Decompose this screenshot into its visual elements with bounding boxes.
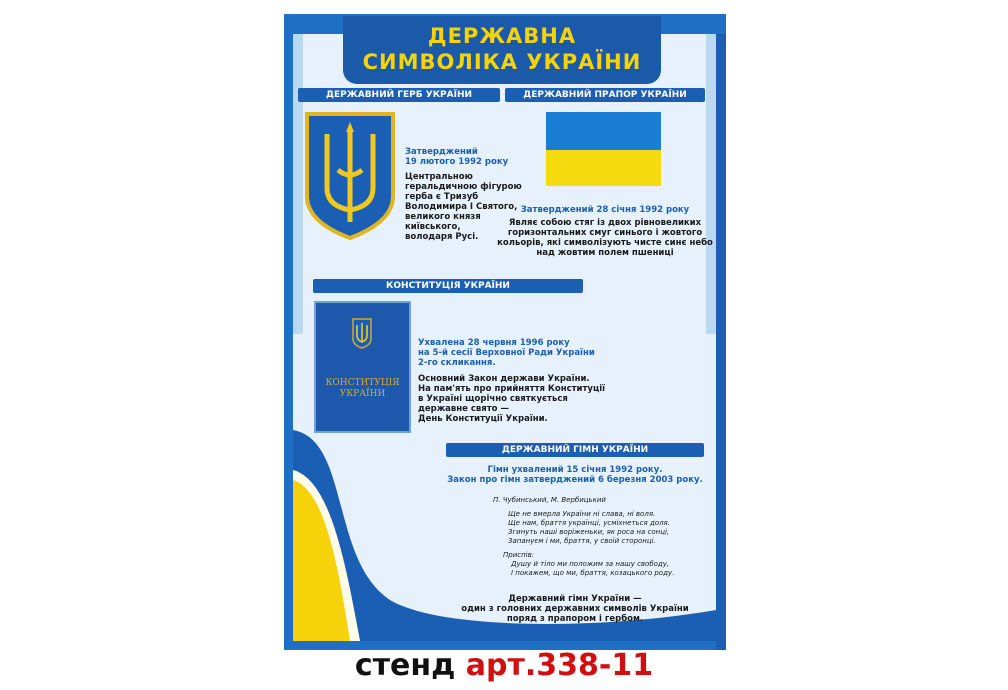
anthem-footer-3: поряд з прапором і гербом.: [506, 614, 644, 624]
anthem-chorus-1: Душу й тіло ми положим за нашу свободу,: [511, 560, 670, 568]
book-tryzub-icon: [351, 317, 373, 349]
constitution-desc-4: державне свято —: [418, 404, 509, 414]
product-caption: [0, 648, 1008, 683]
flag-date: Затверджений 28 січня 1992 року: [520, 205, 690, 215]
book-title-2: УКРАЇНИ: [339, 389, 386, 399]
tryzub-shield-icon: [303, 110, 397, 241]
caption-article: арт.338-11: [465, 648, 654, 683]
anthem-chorus-label: Приспів:: [503, 551, 535, 559]
coat-of-arms-desc-6: київського,: [405, 222, 461, 232]
anthem-date-2: Закон про гімн затверджений 6 березня 2003 року.: [447, 475, 703, 485]
anthem-authors: П. Чубинський, М. Вербицький: [493, 496, 606, 504]
flag-desc-4: над жовтим полем пшениці: [536, 248, 674, 258]
coat-of-arms-desc-1: Центральною: [405, 172, 473, 182]
anthem-footer-2: один з головних державних символів України: [461, 604, 689, 614]
constitution-heading: КОНСТИТУЦІЯ УКРАЇНИ: [313, 279, 583, 293]
flag-desc-1: Являє собою стяг із двох рівновеликих: [508, 218, 702, 228]
book-title-1: КОНСТИТУЦІЯ: [325, 378, 400, 388]
coat-of-arms-date-1: Затверджений: [405, 147, 478, 157]
title-line-1: ДЕРЖАВНА: [427, 24, 577, 48]
anthem-chorus-2: І покажем, що ми, браття, козацького роду.: [511, 569, 675, 577]
coat-of-arms-desc-5: великого князя: [405, 212, 481, 222]
ukraine-flag-yellow-stripe: [546, 150, 661, 186]
coat-of-arms-desc-3: герба є Тризуб: [405, 192, 479, 202]
constitution-date-2: на 5-й сесії Верховної Ради України: [418, 348, 595, 358]
anthem-footer-1: Державний гімн України —: [508, 594, 642, 604]
flag-desc-2: горизонтальних смуг синього і жовтого: [507, 228, 703, 238]
flag-desc-3: кольорів, які символізують чисте синє небо: [497, 238, 713, 248]
anthem-verse-2: Ще нам, браття українці, усміхнеться доля.: [508, 519, 670, 527]
constitution-date-3: 2-го скликання.: [418, 358, 496, 368]
anthem-date-1: Гімн ухвалений 15 січня 1992 року.: [487, 465, 663, 475]
title-line-2: СИМВОЛІКА УКРАЇНИ: [362, 50, 642, 74]
coat-of-arms-date-2: 19 лютого 1992 року: [405, 157, 509, 167]
flag-heading: ДЕРЖАВНИЙ ПРАПОР УКРАЇНИ: [505, 88, 705, 102]
constitution-date-1: Ухвалена 28 червня 1996 року: [418, 338, 570, 348]
constitution-desc-1: Основний Закон держави України.: [418, 374, 590, 384]
anthem-verse-3: Згинуть наші воріженьки, як роса на сонці,: [508, 528, 670, 536]
ukraine-flag-icon: [546, 112, 661, 150]
coat-of-arms-desc-7: володаря Русі.: [405, 232, 479, 242]
constitution-desc-2: На пам'ять про прийняття Конституції: [418, 384, 606, 394]
coat-of-arms-heading: ДЕРЖАВНИЙ ГЕРБ УКРАЇНИ: [298, 88, 500, 102]
constitution-desc-5: День Конституції України.: [418, 414, 548, 424]
caption-prefix: стенд: [354, 648, 466, 683]
coat-of-arms-desc-2: геральдичною фігурою: [405, 182, 522, 192]
anthem-heading: ДЕРЖАВНИЙ ГІМН УКРАЇНИ: [446, 443, 704, 457]
constitution-desc-3: в Україні щорічно святкується: [418, 394, 568, 404]
coat-of-arms-desc-4: Володимира І Святого,: [405, 202, 518, 212]
anthem-verse-1: Ще не вмерла України ні слава, ні воля.: [508, 510, 656, 518]
anthem-verse-4: Запануєм і ми, браття, у своїй сторонці.: [508, 537, 656, 545]
